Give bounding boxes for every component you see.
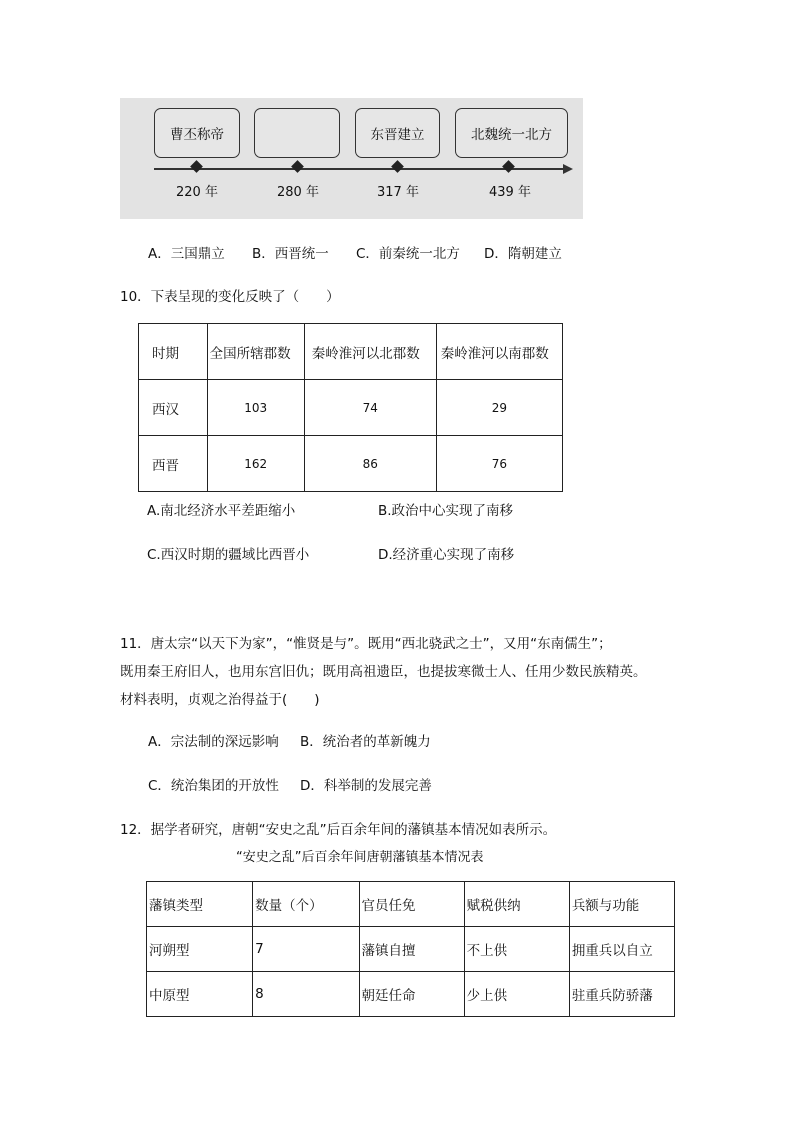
q11-stem-line-1: 11．唐太宗“以天下为家”，“惟贤是与”。既用“西北骁武之士”，又用“东南儒生”； [120,636,612,652]
timeline-marker-3 [391,160,404,173]
table-row [147,972,675,1017]
table-row [139,436,563,492]
timeline-marker-1 [190,160,203,173]
table-cell: 藩镇自擅 [359,927,464,972]
q10-option-c: C.西汉时期的疆域比西晋小 [147,547,310,563]
table-cell: 74 [304,380,436,436]
timeline-year-4: 439 年 [489,185,531,200]
q10-option-d: D.经济重心实现了南移 [378,547,515,563]
table-cell: 驻重兵防骄藩 [569,972,674,1017]
q11-option-d: D．科举制的发展完善 [300,778,432,794]
table-cell: 朝廷任命 [359,972,464,1017]
table-cell: 西晋 [139,436,208,492]
table-row [147,927,675,972]
q11-option-b: B．统治者的革新魄力 [300,734,431,750]
q10-table [138,323,563,492]
q9-option-d: D．隋朝建立 [484,246,562,262]
timeline-box-2 [254,108,340,158]
table-header-cell: 数量（个） [253,882,359,927]
timeline-year-3: 317 年 [377,185,419,200]
table-cell: 7 [253,927,359,972]
table-cell: 103 [207,380,304,436]
table-cell: 拥重兵以自立 [569,927,674,972]
q9-option-c: C．前秦统一北方 [356,246,460,262]
q11-option-a: A．宗法制的深远影响 [148,734,279,750]
table-cell: 河朔型 [147,927,253,972]
q10-stem: 10．下表呈现的变化反映了（ ） [120,289,340,305]
table-cell: 8 [253,972,359,1017]
table-header-cell: 官员任免 [359,882,464,927]
timeline-box-3: 东晋建立 [355,108,440,158]
table-cell: 29 [436,380,562,436]
q9-option-b: B．西晋统一 [252,246,329,262]
table-cell: 中原型 [147,972,253,1017]
table-cell: 不上供 [464,927,569,972]
table-header-cell: 秦岭淮河以北郡数 [304,324,436,380]
q11-option-c: C．统治集团的开放性 [148,778,279,794]
table-header-cell: 秦岭淮河以南郡数 [436,324,562,380]
table-cell: 86 [304,436,436,492]
timeline-marker-4 [502,160,515,173]
q10-option-a: A.南北经济水平差距缩小 [147,503,296,519]
timeline-box-4: 北魏统一北方 [455,108,568,158]
table-header-row [139,324,563,380]
table-cell: 162 [207,436,304,492]
table-header-cell: 全国所辖郡数 [207,324,304,380]
timeline-figure [120,98,583,219]
q12-table-caption: “安史之乱”后百余年间唐朝藩镇基本情况表 [236,850,484,865]
table-cell: 76 [436,436,562,492]
table-row [139,380,563,436]
table-header-cell: 兵额与功能 [569,882,674,927]
table-header-cell: 赋税供纳 [464,882,569,927]
timeline-year-1: 220 年 [176,185,218,200]
table-header-cell: 时期 [139,324,208,380]
table-cell: 少上供 [464,972,569,1017]
q12-stem: 12．据学者研究，唐朝“安史之乱”后百余年间的藩镇基本情况如表所示。 [120,822,557,838]
table-cell: 西汉 [139,380,208,436]
q12-table [146,881,675,1017]
table-header-row [147,882,675,927]
q10-option-b: B.政治中心实现了南移 [378,503,514,519]
q11-stem-line-2: 既用秦王府旧人，也用东宫旧仇；既用高祖遗臣，也提拔寒微士人、任用少数民族精英。 [120,664,647,680]
timeline-arrowhead [563,164,573,174]
table-header-cell: 藩镇类型 [147,882,253,927]
timeline-box-1: 曹丕称帝 [154,108,240,158]
timeline-year-2: 280 年 [277,185,319,200]
q9-option-a: A．三国鼎立 [148,246,225,262]
timeline-marker-2 [291,160,304,173]
q11-stem-line-3: 材料表明，贞观之治得益于( ) [120,692,320,708]
